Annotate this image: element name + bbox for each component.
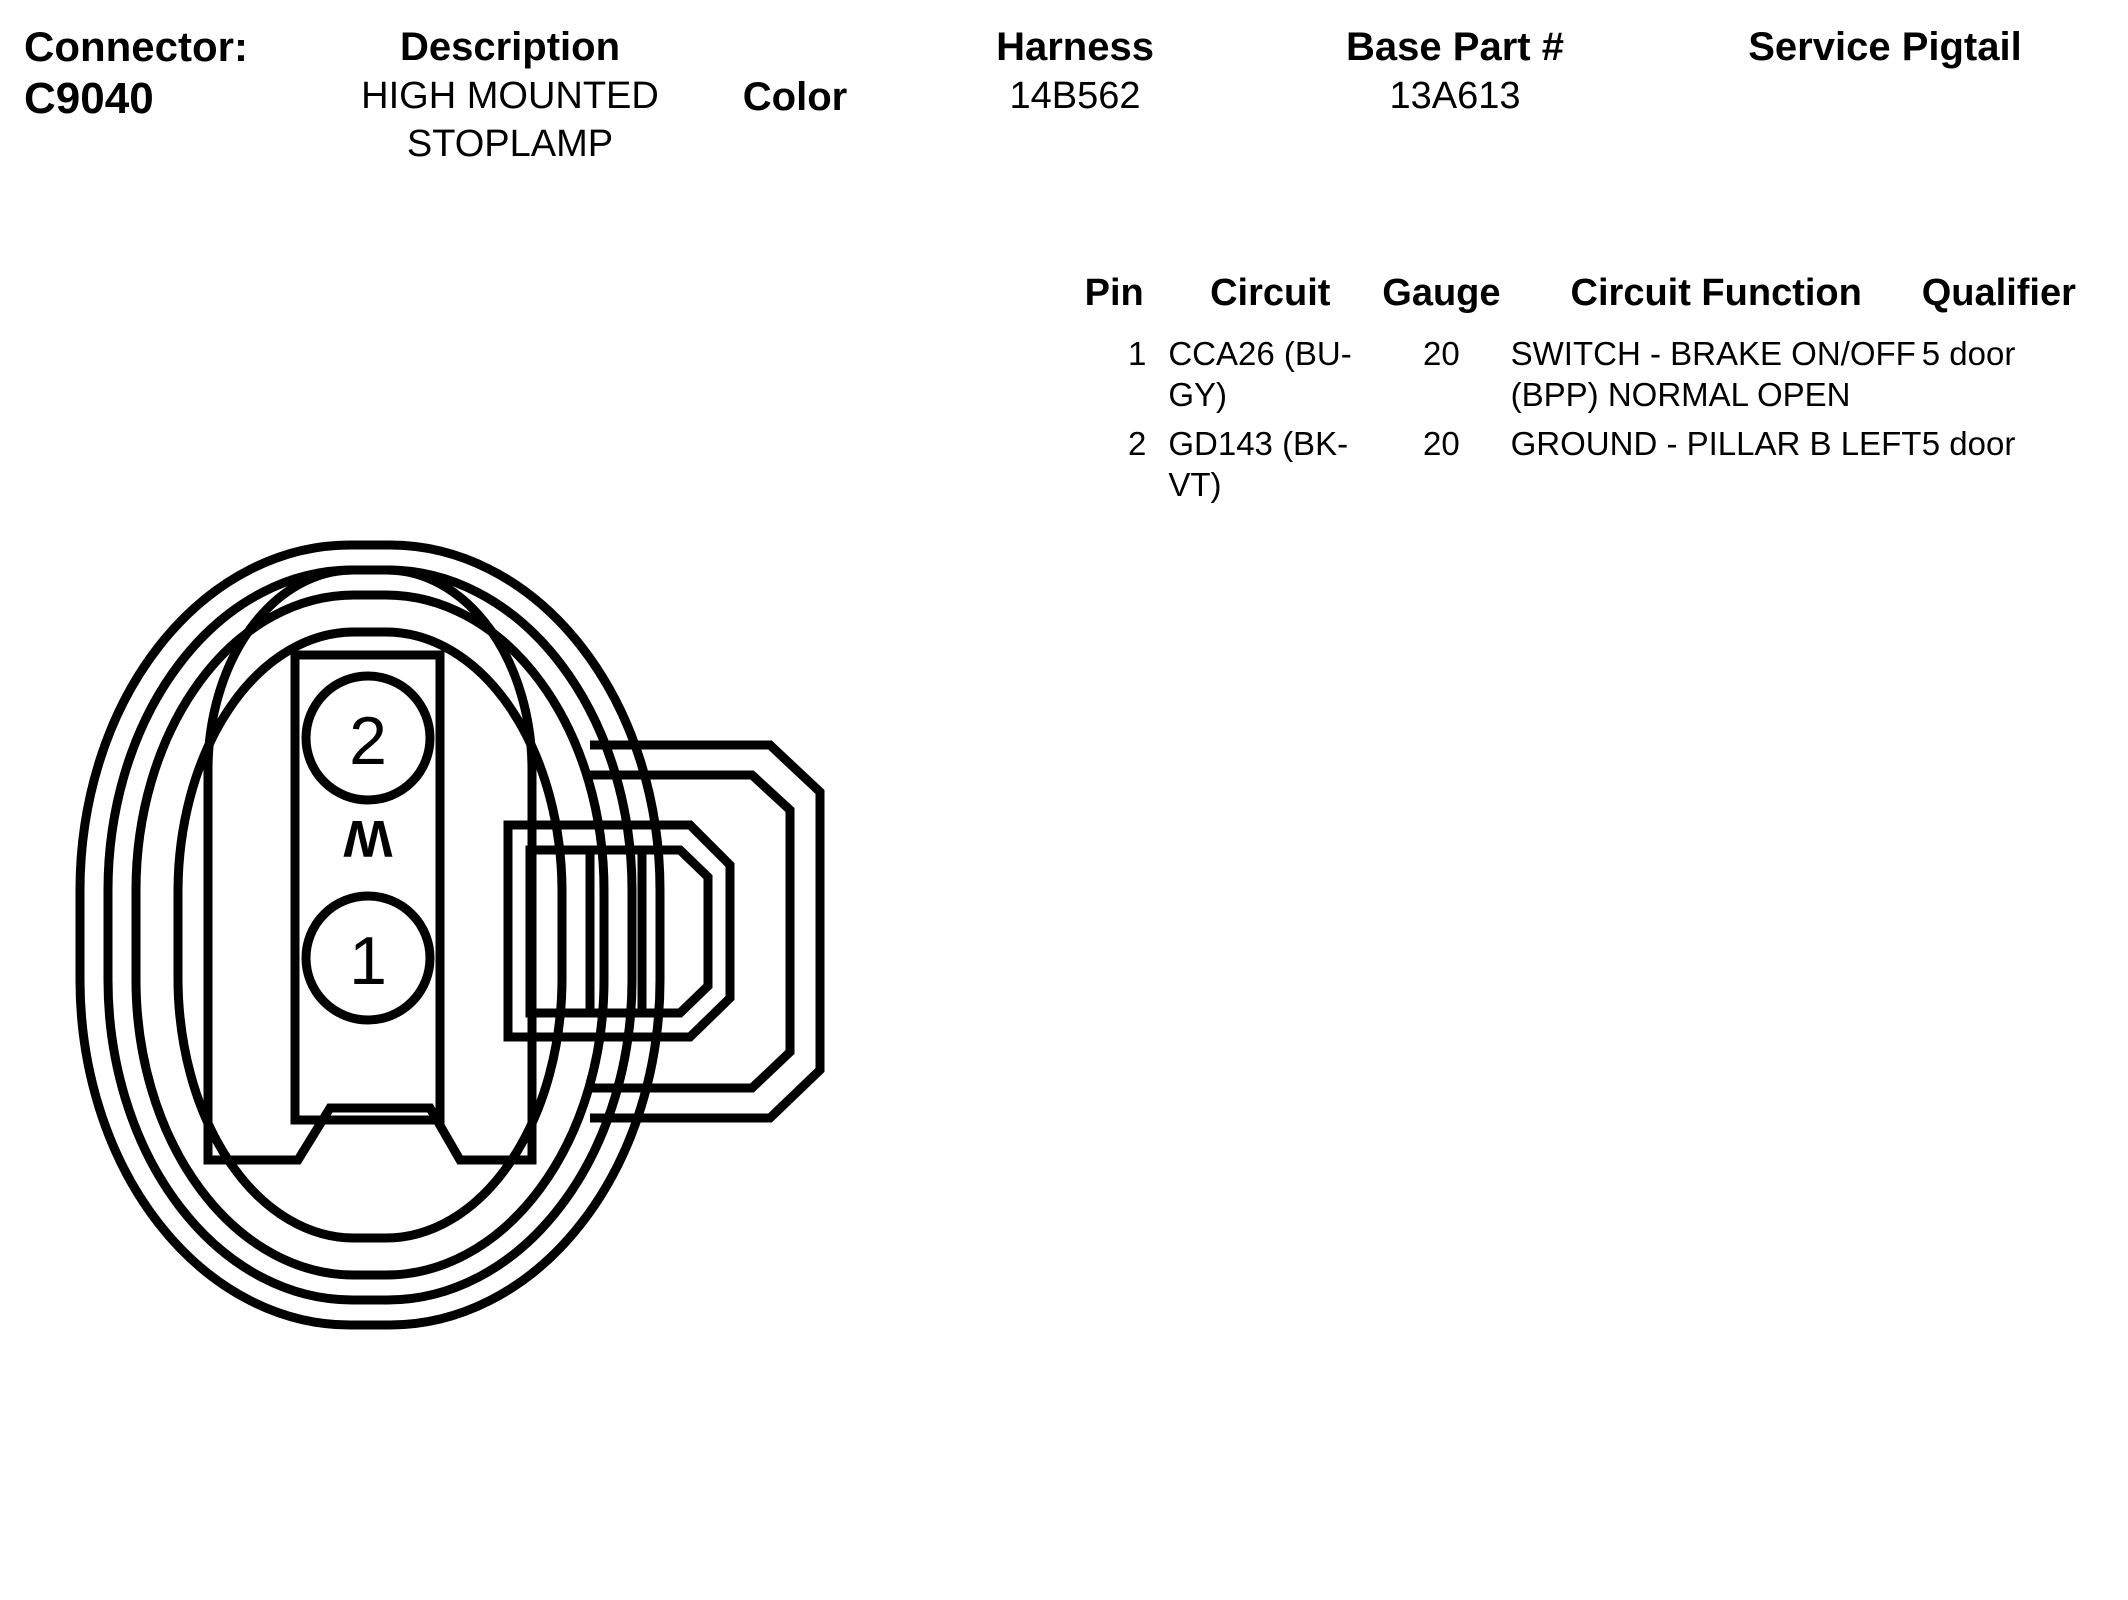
connector-svg: [30, 280, 1040, 1570]
pin-1-number: 1: [349, 923, 387, 999]
cell-function: SWITCH - BRAKE ON/OFF (BPP) NORMAL OPEN: [1510, 335, 1916, 413]
cell-circuit: CCA26 (BU-GY): [1168, 335, 1352, 413]
pin-table: [1060, 272, 2100, 509]
lock-tab-bar-inner: [530, 850, 708, 1013]
connector-id-block: [24, 22, 354, 126]
description-value: HIGH MOUNTED STOPLAMP: [361, 75, 659, 165]
cell-qualifier: 5 door: [1921, 335, 2016, 372]
cell-qualifier: 5 door: [1921, 425, 2016, 462]
connector-header: [0, 0, 2128, 190]
description-label: Description: [399, 25, 621, 69]
cell-function: GROUND - PILLAR B LEFT: [1510, 425, 1922, 462]
cell-pin: 2: [1127, 425, 1147, 462]
harness-label: Harness: [996, 25, 1154, 69]
connector-value: C9040: [24, 74, 154, 123]
connector-label: Connector:: [24, 23, 248, 70]
cell-gauge: 20: [1423, 335, 1460, 372]
connector-body-outlines: [80, 545, 820, 1325]
base-part-value: 13A613: [1389, 75, 1521, 117]
base-part-label: Base Part #: [1346, 25, 1564, 69]
column-header-qualifier: Qualifier: [1921, 272, 2076, 314]
harness-value: 14B562: [1009, 75, 1141, 117]
cell-pin: 1: [1127, 335, 1147, 372]
cell-circuit: GD143 (BK-VT): [1168, 425, 1349, 503]
color-label: Color: [742, 75, 848, 119]
harness-block: [950, 22, 1200, 120]
lock-tab-bar-outer: [508, 825, 730, 1037]
column-header-function: Circuit Function: [1570, 272, 1862, 314]
table-header-row: [1060, 272, 2100, 329]
color-block: [700, 72, 890, 122]
column-header-pin: Pin: [1084, 272, 1144, 314]
column-header-gauge: Gauge: [1382, 272, 1501, 314]
connector-diagram: [30, 280, 1040, 1575]
table-row: [1060, 329, 2100, 419]
description-block: [345, 22, 675, 168]
cell-gauge: 20: [1423, 425, 1460, 462]
service-pigtail-label: Service Pigtail: [1748, 25, 2022, 69]
keyway-marker: W: [343, 809, 393, 867]
pin-2-number: 2: [349, 703, 387, 779]
service-pigtail-block: [1700, 22, 2070, 72]
base-part-block: [1310, 22, 1600, 120]
table-row: [1060, 419, 2100, 509]
column-header-circuit: Circuit: [1210, 272, 1331, 314]
